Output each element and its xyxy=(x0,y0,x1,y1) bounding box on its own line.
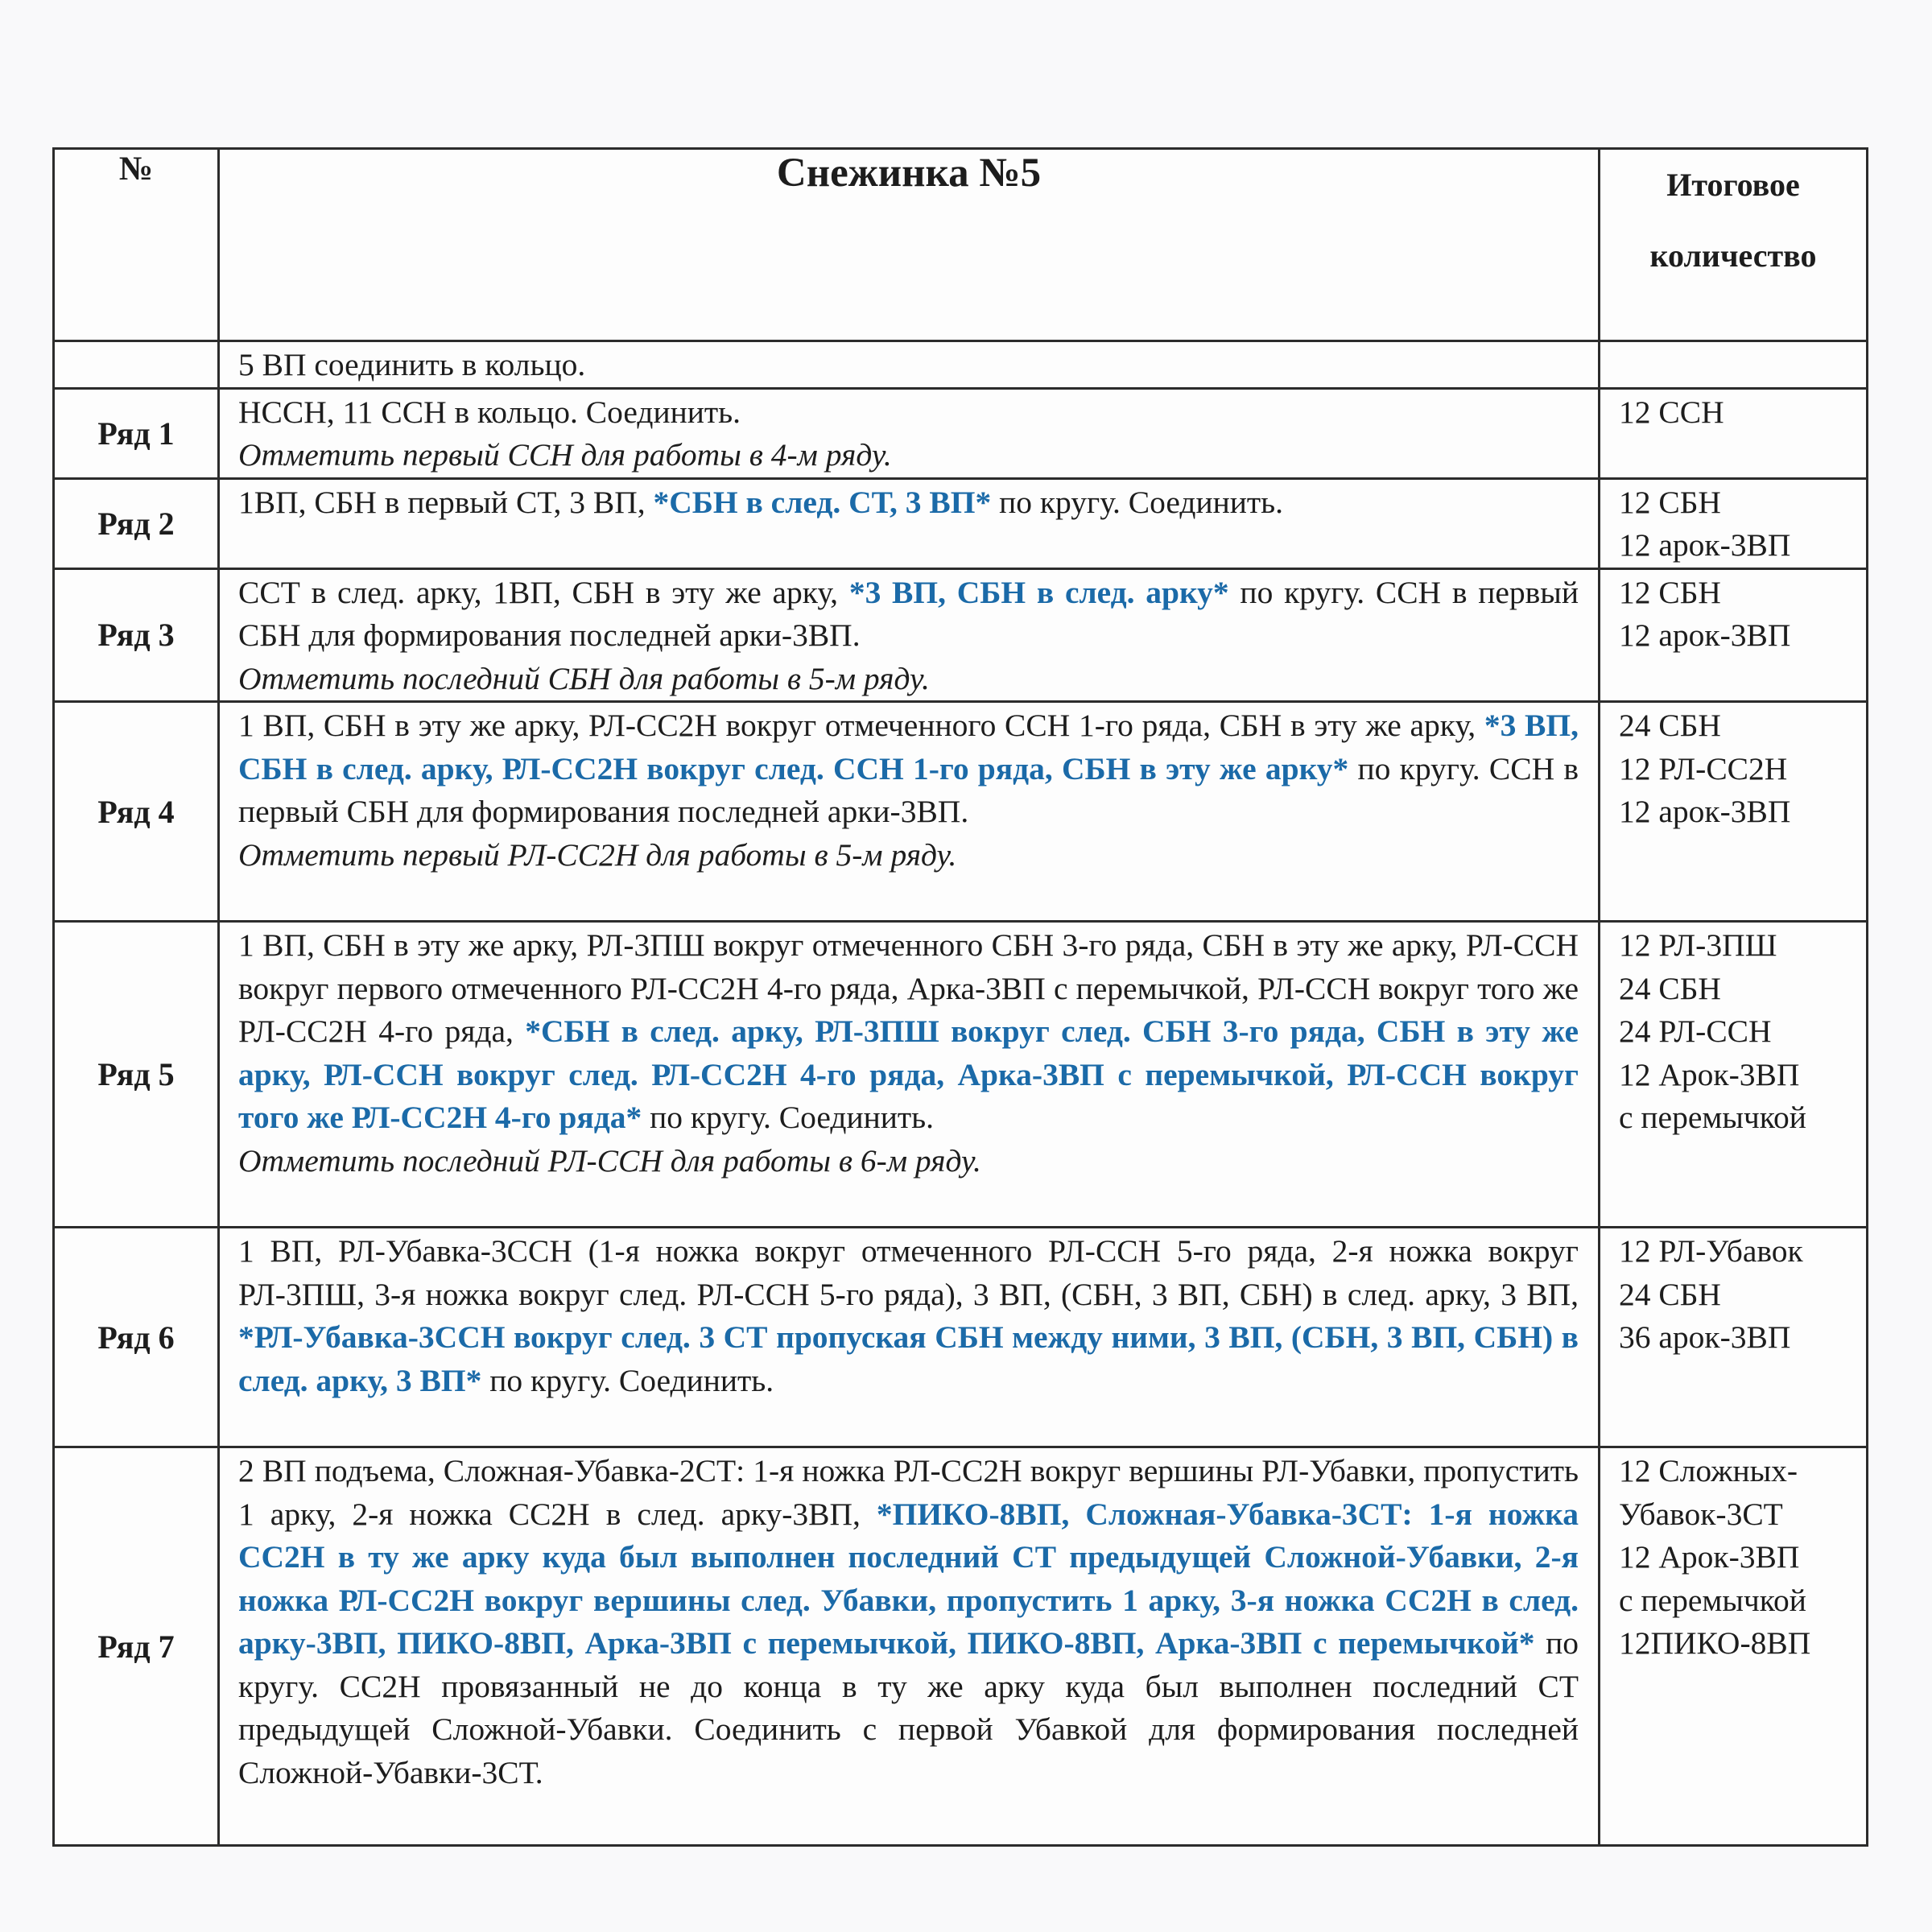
total-item: Убавок-3СТ xyxy=(1619,1496,1783,1532)
table-title: Снежинка №5 xyxy=(776,151,1042,196)
total-item: 12 Арок-3ВП xyxy=(1619,1056,1800,1092)
row-label: Ряд 3 xyxy=(97,617,175,654)
instruction-cell xyxy=(219,341,1600,389)
instruction-note: Отметить первый ССН для работы в 4-м ряду. xyxy=(238,437,892,473)
instruction-cell xyxy=(219,568,1600,702)
total-item: 12 ССН xyxy=(1619,394,1724,430)
instruction-text xyxy=(238,924,1579,1140)
total-item: 24 СБН xyxy=(1619,708,1721,743)
total-item: 12 Арок-3ВП xyxy=(1619,1539,1800,1575)
instruction-after: по кругу. Соединить. xyxy=(991,484,1284,520)
document-page xyxy=(52,147,1866,1847)
total-cell xyxy=(1600,341,1868,389)
header-total-cell xyxy=(1600,149,1868,341)
instruction-before: 1 ВП, СБН в эту же арку, РЛ-СС2Н вокруг отмеченного ССН 1-го ряда, СБН в эту же арку, xyxy=(238,708,1484,743)
instruction-cell xyxy=(219,478,1600,568)
total-cell xyxy=(1600,478,1868,568)
total-item: 12 Сложных- xyxy=(1619,1453,1798,1488)
table-row-5 xyxy=(54,922,1868,1228)
total-item: 12 СБН xyxy=(1619,574,1721,610)
instruction-repeat-highlight: *3 ВП, СБН в след. арку* xyxy=(848,574,1229,610)
instruction-note: Отметить последний СБН для работы в 5-м ряду. xyxy=(238,660,930,696)
instruction-after: по кругу. ССН в первый СБН для формирования последней арки-3ВП. xyxy=(238,574,1579,653)
total-item: 12 СБН xyxy=(1619,484,1721,520)
start-instruction: 5 ВП соединить в кольцо. xyxy=(238,347,586,382)
instruction-text xyxy=(238,704,1579,834)
instruction-cell xyxy=(219,702,1600,922)
header-title-cell xyxy=(219,149,1600,341)
table-row-7 xyxy=(54,1447,1868,1846)
total-item: 24 СБН xyxy=(1619,970,1721,1006)
instruction-text xyxy=(238,1230,1579,1402)
total-item: 12 РЛ-СС2Н xyxy=(1619,750,1788,786)
row-label-cell xyxy=(54,568,219,702)
row-label-cell xyxy=(54,1228,219,1447)
header-number-cell xyxy=(54,149,219,341)
instruction-after: по кругу. Соединить. xyxy=(481,1362,774,1398)
table-row-2 xyxy=(54,478,1868,568)
table-row-6 xyxy=(54,1228,1868,1447)
total-cell xyxy=(1600,568,1868,702)
table-row-1 xyxy=(54,388,1868,478)
instruction-repeat-highlight: *ПИКО-8ВП, Сложная-Убавка-3СТ: 1-я ножка СС2Н в ту же арку куда был выполнен последний СТ предыдущей Сложной-Убавки, 2-я ножка РЛ-СС2Н вокруг вершины след. Убавки, пропустить 1 арку, 3-я ножка СС2Н в след. арку-3ВП, ПИКО-8ВП, Арка-3ВП с перемычкой, ПИКО-8ВП, Арка-3ВП с перемычкой* xyxy=(238,1496,1579,1661)
instruction-cell xyxy=(219,1228,1600,1447)
total-cell xyxy=(1600,1228,1868,1447)
instruction-text xyxy=(238,572,1579,658)
table-header-row xyxy=(54,149,1868,341)
total-item: 12 арок-3ВП xyxy=(1619,794,1791,829)
total-item: с перемычкой xyxy=(1619,1100,1806,1135)
total-cell xyxy=(1600,922,1868,1228)
total-item: с перемычкой xyxy=(1619,1582,1806,1618)
total-item: 12 РЛ-3ПШ xyxy=(1619,927,1777,963)
row-label-cell xyxy=(54,922,219,1228)
instruction-before: 2 ВП подъема, Сложная-Убавка-2СТ: 1-я ножка РЛ-СС2Н вокруг вершины РЛ-Убавки, пропустить 1 арку, 2-я ножка СС2Н в след. арку-3ВП, xyxy=(238,1453,1579,1532)
instruction-cell xyxy=(219,388,1600,478)
total-item: 12 арок-3ВП xyxy=(1619,527,1791,563)
instruction-after: по кругу. СС2Н провязанный не до конца в ту же арку куда был выполнен последний СТ предыдущей Сложной-Убавки. Соединить с первой Убавкой для формирования последней Сложной-Убавки-3СТ. xyxy=(238,1625,1579,1790)
row-label: Ряд 6 xyxy=(97,1319,175,1356)
total-item: 12 арок-3ВП xyxy=(1619,617,1791,653)
instruction-after: по кругу. ССН в первый СБН для формирования последней арки-3ВП. xyxy=(238,750,1579,829)
instruction-note: Отметить последний РЛ-ССН для работы в 6-м ряду. xyxy=(238,1142,981,1179)
row-label-cell xyxy=(54,388,219,478)
row-label: Ряд 2 xyxy=(97,505,175,542)
row-label-cell xyxy=(54,341,219,389)
header-total-line-1: Итоговое xyxy=(1666,167,1800,203)
instruction-repeat-highlight: *СБН в след. арку, РЛ-3ПШ вокруг след. СБН 3-го ряда, СБН в эту же арку, РЛ-ССН вокруг след. РЛ-СС2Н 4-го ряда, Арка-3ВП с перемычкой, РЛ-ССН вокруг того же РЛ-СС2Н 4-го ряда* xyxy=(238,1013,1579,1135)
instruction-repeat-highlight: *РЛ-Убавка-3ССН вокруг след. 3 СТ пропуская СБН между ними, 3 ВП, (СБН, 3 ВП, СБН) в след. арку, 3 ВП* xyxy=(238,1319,1579,1398)
instruction-before: 1ВП, СБН в первый СТ, 3 ВП, xyxy=(238,484,654,520)
total-item: 12 РЛ-Убавок xyxy=(1619,1233,1803,1269)
instruction-cell xyxy=(219,1447,1600,1846)
table-row-start xyxy=(54,341,1868,389)
total-item: 24 РЛ-ССН xyxy=(1619,1013,1772,1049)
instruction-text xyxy=(238,1450,1579,1794)
instruction-cell xyxy=(219,922,1600,1228)
total-item: 24 СБН xyxy=(1619,1276,1721,1312)
instruction-note: Отметить первый РЛ-СС2Н для работы в 5-м ряду. xyxy=(238,836,957,873)
instruction-after: по кругу. Соединить. xyxy=(642,1100,935,1135)
row-label: Ряд 4 xyxy=(97,793,175,830)
row-label-cell xyxy=(54,702,219,922)
total-item: 36 арок-3ВП xyxy=(1619,1319,1791,1355)
row-label-cell xyxy=(54,1447,219,1846)
instruction-text xyxy=(238,481,1579,525)
table-row-4 xyxy=(54,702,1868,922)
instruction-before: 1 ВП, РЛ-Убавка-3ССН (1-я ножка вокруг отмеченного РЛ-ССН 5-го ряда, 2-я ножка вокруг РЛ-3ПШ, 3-я ножка вокруг след. РЛ-ССН 5-го ряда), 3 ВП, (СБН, 3 ВП, СБН) в след. арку, 3 ВП, xyxy=(238,1233,1579,1312)
instruction-repeat-highlight: *СБН в след. СТ, 3 ВП* xyxy=(653,484,992,520)
total-cell xyxy=(1600,1447,1868,1846)
row-label: Ряд 1 xyxy=(97,415,175,452)
total-cell xyxy=(1600,388,1868,478)
row-label: Ряд 5 xyxy=(97,1056,175,1092)
table-row-3 xyxy=(54,568,1868,702)
total-item: 12ПИКО-8ВП xyxy=(1619,1625,1811,1661)
instruction-repeat-highlight: *3 ВП, СБН в след. арку, РЛ-СС2Н вокруг след. ССН 1-го ряда, СБН в эту же арку* xyxy=(238,708,1579,786)
instruction-before: ССТ в след. арку, 1ВП, СБН в эту же арку, xyxy=(238,574,849,610)
header-total-line-2: количество xyxy=(1649,237,1817,274)
instruction-text: НССН, 11 ССН в кольцо. Соединить. xyxy=(238,394,741,430)
row-label-cell xyxy=(54,478,219,568)
total-cell xyxy=(1600,702,1868,922)
header-number-label: № xyxy=(118,151,154,188)
instruction-before: 1 ВП, СБН в эту же арку, РЛ-3ПШ вокруг отмеченного СБН 3-го ряда, СБН в эту же арку, РЛ-ССН вокруг первого отмеченного РЛ-СС2Н 4-го ряда, Арка-3ВП с перемычкой, РЛ-ССН вокруг того же РЛ-СС2Н 4-го ряда, xyxy=(238,927,1579,1049)
row-label: Ряд 7 xyxy=(97,1628,175,1665)
pattern-table xyxy=(52,147,1868,1847)
